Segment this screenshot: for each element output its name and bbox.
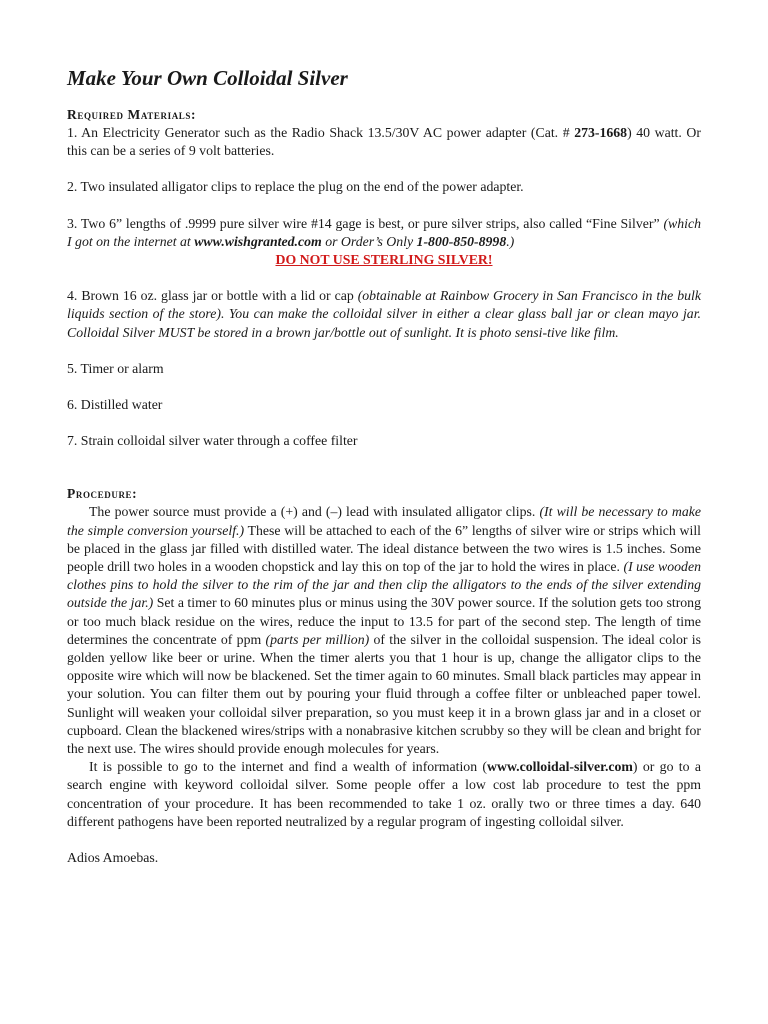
material-3-note-b: or Order’s Only (321, 233, 417, 249)
phone-number: 1-800-850-8998 (416, 233, 507, 249)
wishgranted-link[interactable]: www.wishgranted.com (194, 233, 322, 249)
sterling-warning: DO NOT USE STERLING SILVER! (275, 252, 493, 268)
procedure-body (67, 503, 701, 867)
proc-text-c: Set a timer to 60 minutes plus or minus using the 30V power source. If the solution gets too strong or too much black residue on the wires, reduce the input to 13.5 for part of the second step. The length of time determines the concentrate of ppm (67, 595, 701, 647)
procedure-heading: Procedure: (67, 486, 138, 502)
proc2-text-b: ) or go to a search engine with keyword colloidal silver. Some people offer a low cost lab procedure to test the ppm concentration of your procedure. It has been recommended to take 1 oz. orally two or three times a day. 640 different pathogens have been reported neutralized by a regular program of ingesting colloidal silver. (67, 759, 701, 829)
signoff: Adios Amoebas. (67, 850, 159, 866)
material-item-1 (67, 124, 701, 160)
proc2-text-a: It is possible to go to the internet and find a wealth of information ( (89, 759, 488, 775)
materials-heading: Required Materials: (67, 107, 197, 122)
material-item-4 (67, 287, 701, 342)
material-item-2: 2. Two insulated alligator clips to replace the plug on the end of the power adapter. (67, 179, 524, 195)
material-4-text: 4. Brown 16 oz. glass jar or bottle with a lid or cap (67, 288, 358, 304)
material-1-text: 1. An Electricity Generator such as the Radio Shack 13.5/30V AC power adapter (Cat. # (67, 125, 575, 140)
proc-text-a: The power source must provide a (+) and (–) lead with insulated alligator clips. (89, 504, 540, 520)
material-item-7: 7. Strain colloidal silver water through a coffee filter (67, 433, 358, 449)
proc-note-2: (I use wooden clothes pins to hold the silver to the rim of the jar and then clip the alligators to the ends of the silver extending outside the jar.) (67, 559, 701, 611)
proc-note-1: (It will be necessary to make the simple conversion yourself.) (67, 504, 702, 538)
material-1-text-end: ) 40 watt. Or this can be a series of 9 volt batteries. (67, 125, 701, 159)
proc-text-d: of the silver in the colloidal suspension. The ideal color is golden yellow like beer or urine. When the timer alerts you that 1 hour is up, change the alligator clips to the opposite wire which will now be blackened. Set the timer again to 60 minutes. Small black particles may appear in your solution. You can filter them out by pouring your fluid through a coffee filter or unbleached paper towel. Sunlight will weaken your colloidal silver preparation, so you must keep it in a brown glass jar and in a closet or cupboard. Clean the blackened wires/strips with a nonabrasive kitchen scrubby so they will be clean and bright for the next use. The wires should provide enough molecules for years. (67, 631, 701, 757)
procedure-paragraph-2 (67, 758, 701, 831)
colloidal-silver-link[interactable]: www.colloidal-silver.com (487, 759, 633, 775)
material-3-note-a: (which I got on the internet at (67, 215, 702, 249)
material-4-note: (obtainable at Rainbow Grocery in San Francisco in the bulk liquids section of the store). You can make the colloidal silver in either a clear glass ball jar or clean mayo jar. Colloidal Silver MUST be stored in a brown jar/bottle out of sunlight. It is photo sensi-tive like film. (67, 288, 701, 340)
proc-text-b: These will be attached to each of the 6” lengths of silver wire or strips which will be placed in the glass jar filled with distilled water. The ideal distance between the two wires is 1.5 inches. Some people drill two holes in a wooden chopstick and lay this on top of the jar to hold the wires in place. (67, 522, 702, 575)
material-item-5: 5. Timer or alarm (67, 360, 164, 376)
material-item-6: 6. Distilled water (67, 397, 163, 413)
catalog-number: 273-1668 (574, 125, 628, 140)
procedure-paragraph-1 (67, 503, 701, 758)
proc-note-3: (parts per million) (265, 631, 370, 647)
material-3-text: 3. Two 6” lengths of .9999 pure silver wire #14 gage is best, or pure silver strips, also called “Fine Silver” (67, 215, 660, 231)
document-title: Make Your Own Colloidal Silver (67, 66, 348, 90)
material-item-3 (67, 215, 701, 270)
material-3-note-c: .) (506, 233, 515, 249)
document-page (67, 64, 701, 867)
